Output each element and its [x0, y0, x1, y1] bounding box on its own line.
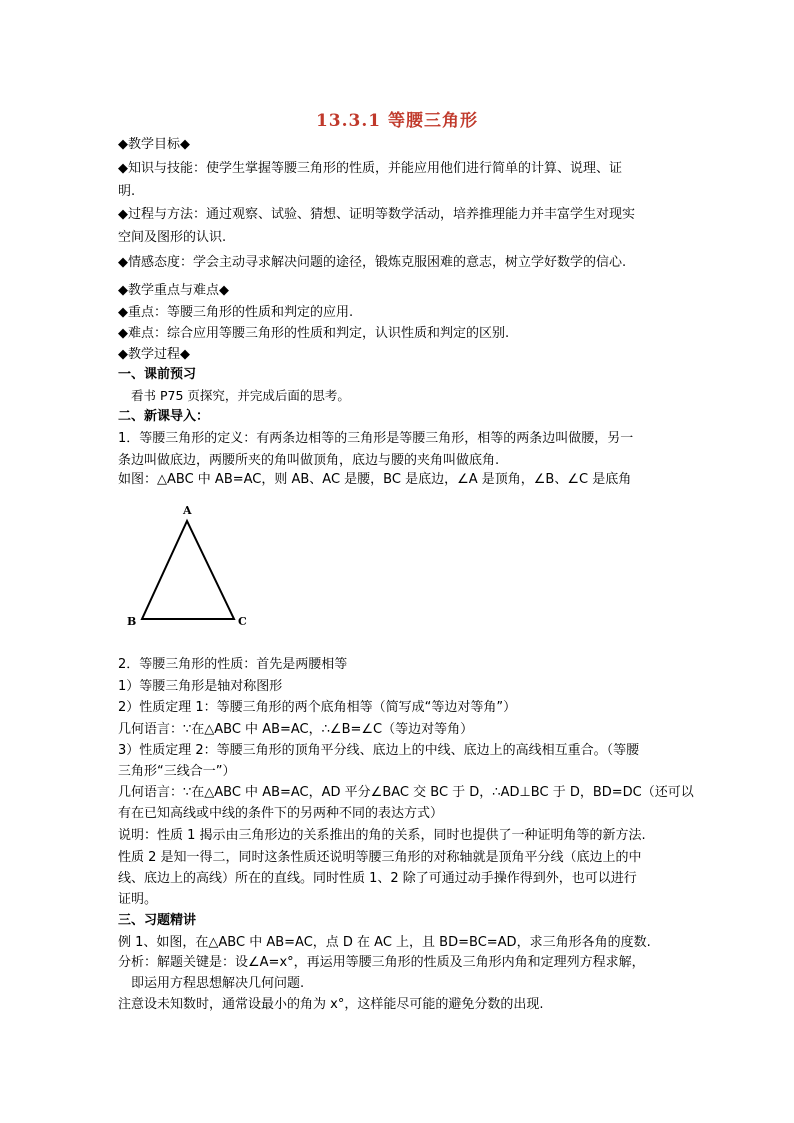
- text-line: 1）等腰三角形是轴对称图形: [118, 679, 283, 694]
- text-line: 几何语言：∵在△ABC 中 AB=AC，∴∠B=∠C（等边对等角）: [118, 722, 474, 737]
- text-line: 线、底边上的高线）所在的直线。同时性质 1、2 除了可通过动手操作得到外，也可以进行: [118, 871, 637, 886]
- text-line: ◆难点：综合应用等腰三角形的性质和判定，认识性质和判定的区别.: [118, 326, 510, 341]
- text-line: 证明。: [118, 892, 158, 907]
- text-line: ◆知识与技能：使学生掌握等腰三角形的性质，并能应用他们进行简单的计算、说理、证: [118, 161, 622, 176]
- text-line: 三角形“三线合一”）: [118, 764, 236, 779]
- text-line: 1．等腰三角形的定义：有两条边相等的三角形是等腰三角形，相等的两条边叫做腰，另一: [118, 431, 634, 446]
- page-title: 13.3.1 等腰三角形: [315, 111, 479, 131]
- text-line: 几何语言：∵在△ABC 中 AB=AC，AD 平分∠BAC 交 BC 于 D，∴AD⊥BC 于 D，BD=DC（还可以: [118, 785, 694, 800]
- section-heading-process: ◆教学过程◆: [118, 347, 190, 362]
- isosceles-triangle-figure: [120, 500, 260, 635]
- text-line: 如图：△ABC 中 AB=AC，则 AB、AC 是腰，BC 是底边，∠A 是顶角，∠B、∠C 是底角: [118, 472, 632, 487]
- text-line: 例 1、如图，在△ABC 中 AB=AC，点 D 在 AC 上，且 BD=BC=AD，求三角形各角的度数.: [118, 935, 651, 950]
- text-line: 2）性质定理 1：等腰三角形的两个底角相等（简写成“等边对等角”）: [118, 700, 517, 715]
- section-heading-preview: 一、课前预习: [118, 367, 197, 382]
- triangle-shape: [142, 521, 234, 619]
- text-line: 3）性质定理 2：等腰三角形的顶角平分线、底边上的中线、底边上的高线相互重合。（等腰: [118, 743, 640, 758]
- text-line: 条边叫做底边，两腰所夹的角叫做顶角，底边与腰的夹角叫做底角.: [118, 453, 500, 468]
- text-line: 有在已知高线或中线的条件下的另两种不同的表达方式）: [118, 806, 444, 821]
- text-line: 看书 P75 页探究，并完成后面的思考。: [131, 388, 350, 403]
- text-line: 注意设未知数时，通常设最小的角为 x°，这样能尽可能的避免分数的出现.: [118, 997, 544, 1012]
- section-heading-objectives: ◆教学目标◆: [118, 137, 190, 152]
- text-line: 2．等腰三角形的性质：首先是两腰相等: [118, 657, 348, 672]
- text-line: 空间及图形的认识.: [118, 230, 227, 245]
- section-heading-key-points: ◆教学重点与难点◆: [118, 283, 229, 298]
- text-line: ◆过程与方法：通过观察、试验、猜想、证明等数学活动，培养推理能力并丰富学生对现实: [118, 207, 635, 222]
- text-line: 说明：性质 1 揭示由三角形边的关系推出的角的关系，同时也提供了一种证明角等的新方法.: [118, 828, 646, 843]
- section-heading-new-lesson: 二、新课导入：: [118, 409, 210, 424]
- text-line: 即运用方程思想解决几何问题.: [131, 976, 305, 991]
- text-line: ◆重点：等腰三角形的性质和判定的应用.: [118, 305, 354, 320]
- text-line: 分析：解题关键是：设∠A=x°，再运用等腰三角形的性质及三角形内角和定理列方程求解，: [118, 955, 645, 970]
- text-line: ◆情感态度：学会主动寻求解决问题的途径，锻炼克服困难的意志，树立学好数学的信心.: [118, 255, 627, 270]
- vertex-label-c: C: [238, 615, 247, 628]
- vertex-label-b: B: [127, 615, 137, 628]
- text-line: 性质 2 是知一得二，同时这条性质还说明等腰三角形的对称轴就是顶角平分线（底边上的中: [118, 850, 642, 865]
- vertex-label-a: A: [183, 504, 192, 517]
- section-heading-exercises: 三、习题精讲: [118, 913, 197, 928]
- text-line: 明.: [118, 184, 136, 199]
